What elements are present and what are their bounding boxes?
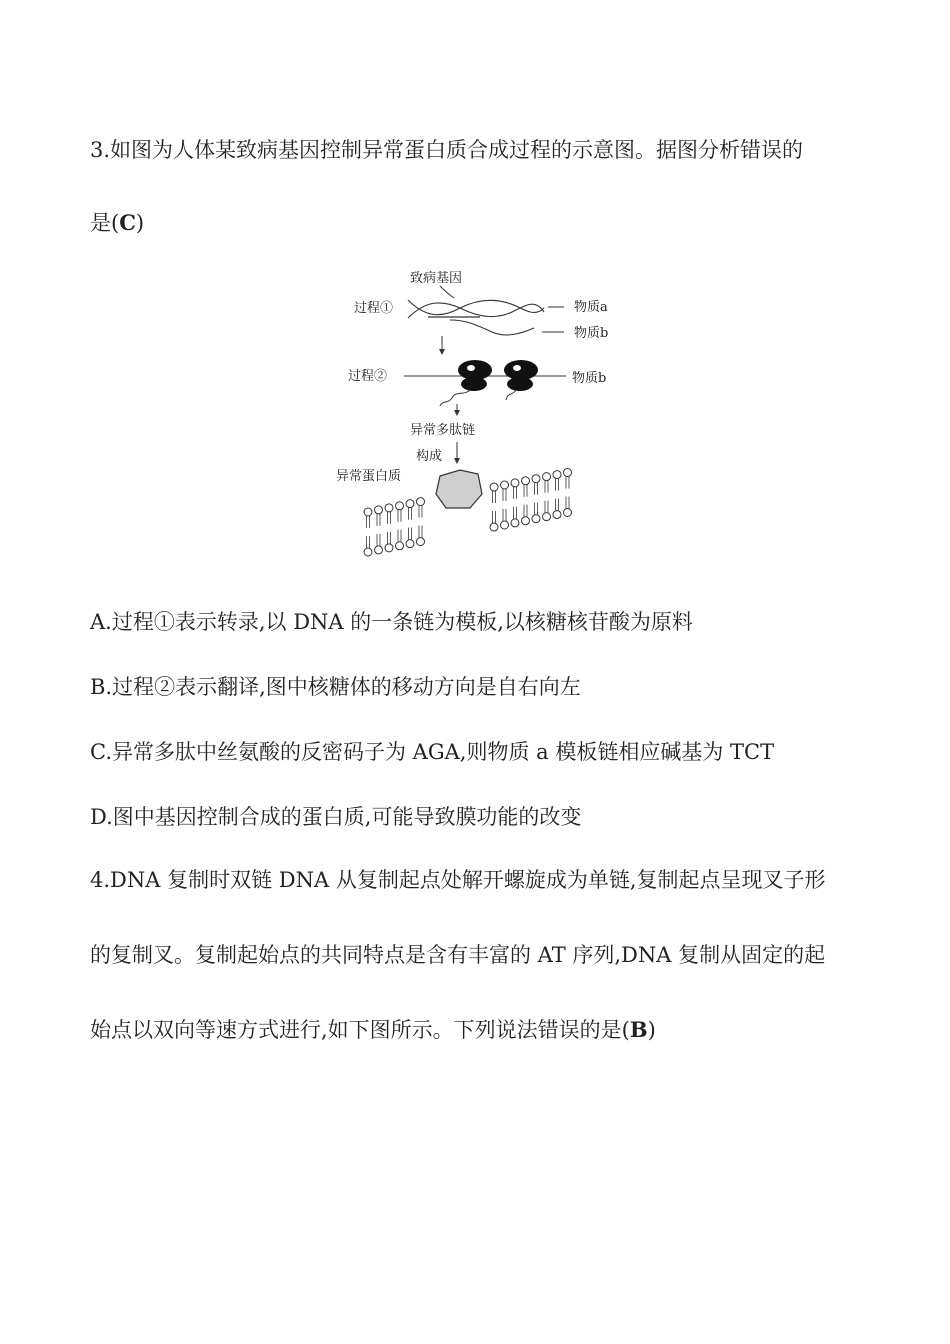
ribosome-1 [458, 360, 492, 391]
lipid-head [490, 483, 498, 491]
q4-stem-line1: 4.DNA 复制时双链 DNA 从复制起点处解开螺旋成为单链,复制起点呈现叉子形 [90, 868, 826, 892]
lipid-head [564, 508, 572, 516]
material-b-label-mid: 物质b [572, 371, 607, 386]
lipid-head [364, 508, 372, 516]
q3-stem-suffix: ) [135, 211, 145, 235]
q4-stem-suffix: ) [647, 1018, 656, 1042]
lipid-head [532, 475, 540, 483]
abnormal-protein-label: 异常蛋白质 [336, 469, 402, 484]
lipid-head [375, 506, 383, 514]
lipid-head [406, 500, 414, 508]
lipid-head [511, 519, 519, 527]
lipid-head [490, 523, 498, 531]
q4-answer: B [629, 1017, 648, 1042]
arrow-2-head [454, 410, 460, 416]
process2-label: 过程② [348, 369, 388, 384]
lipid-head [543, 473, 551, 481]
q3-stem-line1: 3.如图为人体某致病基因控制异常蛋白质合成过程的示意图。据图分析错误的 [90, 138, 804, 162]
material-b-label-top: 物质b [574, 326, 609, 341]
q3-option-b: B.过程②表示翻译,图中核糖体的移动方向是自右向左 [90, 675, 581, 699]
peptide-chain-1 [440, 390, 470, 406]
q3-option-d: D.图中基因控制合成的蛋白质,可能导致膜功能的改变 [90, 805, 582, 829]
peptide-chain-2 [506, 390, 516, 400]
gene-label: 致病基因 [410, 271, 463, 286]
abnormal-peptide-label: 异常多肽链 [410, 423, 476, 438]
ribosome-2 [504, 360, 538, 391]
q3-option-a: A.过程①表示转录,以 DNA 的一条链为模板,以核糖核苷酸为原料 [90, 610, 693, 634]
lipid-head [522, 477, 530, 485]
lipid-head [406, 540, 414, 548]
lipid-head [553, 471, 561, 479]
lipid-head [553, 511, 561, 519]
q4-stem-prefix: 始点以双向等速方式进行,如下图所示。下列说法错误的是( [90, 1018, 630, 1042]
lipid-head [417, 538, 425, 546]
q3-answer: C [119, 210, 136, 235]
lipid-head [385, 504, 393, 512]
material-a-label: 物质a [574, 300, 608, 315]
lipid-head [564, 468, 572, 476]
q3-option-c: C.异常多肽中丝氨酸的反密码子为 AGA,则物质 a 模板链相应碱基为 TCT [90, 740, 775, 764]
q3-figure [330, 262, 630, 562]
q3-stem-prefix: 是( [90, 211, 120, 235]
q4-stem-line2: 的复制叉。复制起始点的共同特点是含有丰富的 AT 序列,DNA 复制从固定的起 [90, 943, 826, 967]
lipid-head [417, 498, 425, 506]
dna-double-helix [408, 300, 544, 318]
lipid-head [522, 517, 530, 525]
compose-label: 构成 [416, 449, 443, 464]
lipid-head [501, 521, 509, 529]
lipid-head [511, 479, 519, 487]
mrna-strand [450, 320, 534, 335]
lipid-head [375, 546, 383, 554]
q3-stem-line2 [90, 208, 144, 238]
arrow-3-head [454, 458, 460, 464]
process1-label: 过程① [354, 301, 394, 316]
lipid-head [385, 544, 393, 552]
lipid-head [543, 513, 551, 521]
lipid-head [501, 481, 509, 489]
lipid-head [396, 502, 404, 510]
arrow-1-head [439, 349, 445, 355]
abnormal-protein-shape [436, 470, 482, 508]
gene-pointer [440, 286, 454, 298]
lipid-head [364, 548, 372, 556]
q4-stem-line3 [90, 1015, 656, 1045]
lipid-head [532, 515, 540, 523]
lipid-head [396, 542, 404, 550]
